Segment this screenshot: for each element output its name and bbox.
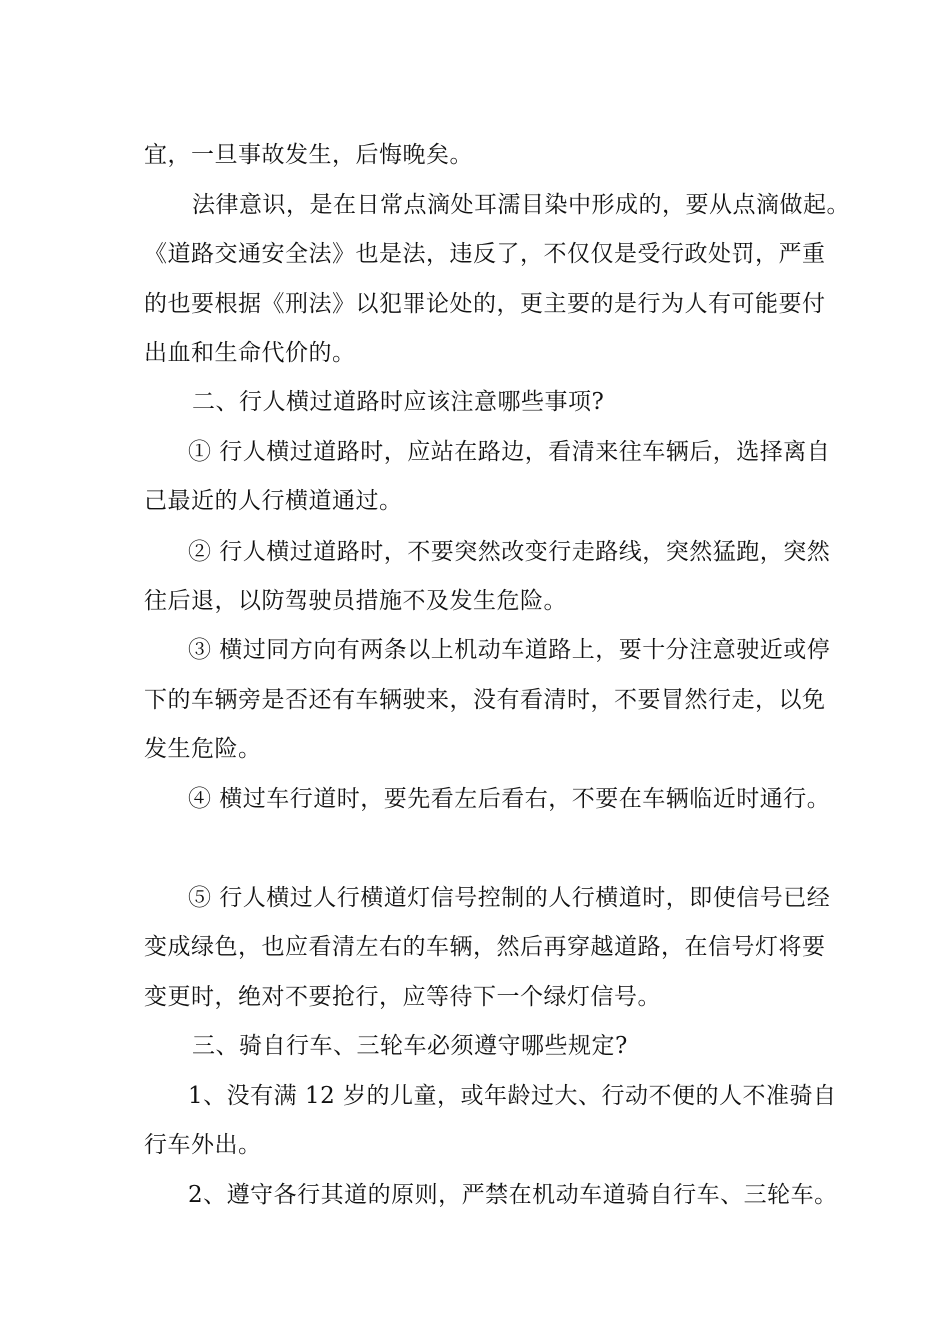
list-item-line: 行车外出。 — [144, 1132, 262, 1158]
list-item-line: 下的车辆旁是否还有车辆驶来，没有看清时，不要冒然行走，以免 — [144, 687, 826, 713]
list-item-line: 往后退，以防驾驶员措施不及发生危险。 — [144, 588, 567, 614]
list-item-line: 变更时，绝对不要抢行，应等待下一个绿灯信号。 — [144, 984, 661, 1010]
paragraph-line: 《道路交通安全法》也是法，违反了，不仅仅是受行政处罚，严重 — [144, 241, 826, 267]
paragraph-line: 出血和生命代价的。 — [144, 340, 356, 366]
list-item-line: ④ 横过车行道时，要先看左后看右，不要在车辆临近时通行。 — [188, 786, 831, 812]
paragraph-line: 的也要根据《刑法》以犯罪论处的，更主要的是行为人有可能要付 — [144, 291, 826, 317]
paragraph-line: 法律意识，是在日常点滴处耳濡目染中形成的，要从点滴做起。 — [192, 192, 850, 218]
section-heading: 三、骑自行车、三轮车必须遵守哪些规定? — [192, 1033, 628, 1059]
section-heading: 二、行人横过道路时应该注意哪些事项? — [192, 389, 605, 415]
list-item-line: 变成绿色，也应看清左右的车辆，然后再穿越道路，在信号灯将要 — [144, 934, 826, 960]
paragraph-line: 宜，一旦事故发生，后悔晚矣。 — [144, 142, 473, 168]
list-item-line: ③ 横过同方向有两条以上机动车道路上，要十分注意驶近或停 — [188, 637, 831, 663]
list-item-line: ② 行人横过道路时，不要突然改变行走路线，突然猛跑，突然 — [188, 539, 831, 565]
list-item-line: 2、遵守各行其道的原则，严禁在机动车道骑自行车、三轮车。 — [188, 1182, 838, 1208]
list-item-line: ① 行人横过道路时，应站在路边，看清来往车辆后，选择离自 — [188, 439, 831, 465]
list-item-line: 1、没有满 12 岁的儿童，或年龄过大、行动不便的人不准骑自 — [188, 1083, 837, 1109]
list-item-line: ⑤ 行人横过人行横道灯信号控制的人行横道时，即使信号已经 — [188, 885, 831, 911]
list-item-line: 己最近的人行横道通过。 — [144, 488, 403, 514]
list-item-line: 发生危险。 — [144, 736, 262, 762]
